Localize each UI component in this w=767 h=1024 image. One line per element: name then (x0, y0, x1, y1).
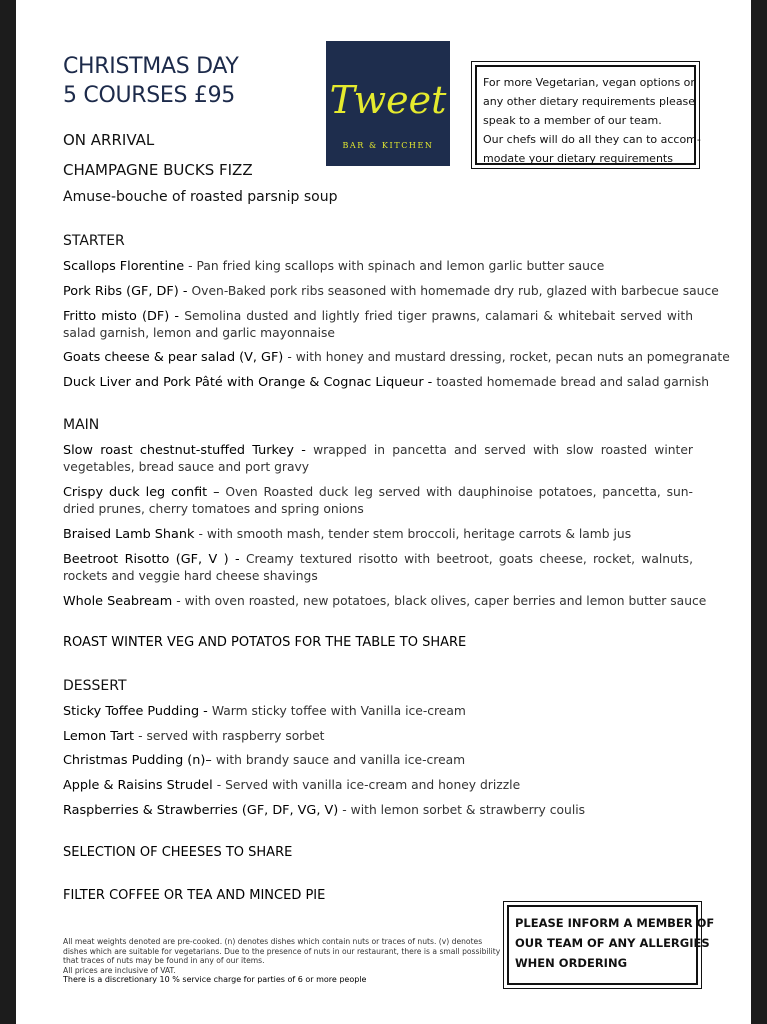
dish-desc: Warm sticky toffee with Vanilla ice-cream (211, 704, 466, 718)
dessert-item (63, 728, 693, 745)
title-line-2: 5 COURSES £95 (63, 83, 235, 108)
notice-line: Our chefs will do all they can to accom- (483, 133, 701, 146)
tweet-logo (326, 41, 450, 166)
cheese-course: SELECTION OF CHEESES TO SHARE (63, 845, 293, 860)
dish-desc: Oven Roasted duck leg served with dauphinoise potatoes, pancetta, sun-dried prunes, cherry tomatoes and spring onions (63, 485, 693, 516)
notice-line: For more Vegetarian, vegan options or (483, 76, 695, 89)
dish-name: Christmas Pudding (n)– (63, 753, 216, 768)
menu-title (63, 52, 239, 110)
dish-name: Scallops Florentine (63, 259, 189, 274)
dish-desc: wrapped in pancetta and served with slow roasted winter vegetables, bread sauce and port gravy (63, 443, 693, 474)
logo-word: Tweet (329, 78, 447, 122)
dish-name: Fritto misto (DF) - (63, 309, 185, 324)
main-item (63, 593, 707, 610)
dish-name: Pork Ribs (GF, DF) - (63, 284, 192, 299)
dish-desc: - Served with vanilla ice-cream and honey drizzle (216, 778, 521, 792)
dish-desc: toasted homemade bread and salad garnish (436, 375, 710, 389)
notice-line: any other dietary requirements please (483, 95, 696, 108)
notice-line: modate your dietary requirements (483, 152, 673, 165)
allergy-line: WHEN ORDERING (515, 956, 628, 970)
allergy-line: PLEASE INFORM A MEMBER OF (515, 916, 715, 930)
dish-name: Crispy duck leg confit – (63, 485, 226, 500)
dish-desc: - served with raspberry sorbet (138, 729, 325, 743)
dish-name: Braised Lamb Shank (63, 527, 199, 542)
dish-desc: - with honey and mustard dressing, rocket, pecan nuts an pomegranate (287, 350, 730, 364)
dietary-notice (471, 61, 700, 169)
dessert-item (63, 703, 693, 720)
dish-name: Lemon Tart (63, 729, 139, 744)
footnote-vat: All prices are inclusive of VAT. (63, 965, 176, 975)
starter-heading: STARTER (63, 233, 125, 249)
dish-name: Beetroot Risotto (GF, V ) - (63, 552, 246, 567)
main-heading: MAIN (63, 417, 100, 433)
dish-desc: - with oven roasted, new potatoes, black olives, caper berries and lemon butter sauce (176, 594, 707, 608)
main-item (63, 526, 693, 543)
dish-name: Apple & Raisins Strudel (63, 778, 217, 793)
dish-name: Raspberries & Strawberries (GF, DF, VG, V) (63, 803, 343, 818)
arrival-heading: ON ARRIVAL (63, 131, 155, 149)
dish-name: Duck Liver and Pork Pâté with Orange & Cognac Liqueur - (63, 375, 437, 390)
dish-desc: Oven-Baked pork ribs seasoned with homemade dry rub, glazed with barbecue sauce (191, 284, 719, 298)
menu-page (16, 0, 751, 1024)
starter-item (63, 283, 719, 300)
footnote (63, 937, 503, 985)
dish-desc: - Pan fried king scallops with spinach and lemon garlic butter sauce (188, 259, 605, 273)
notice-line: speak to a member of our team. (483, 114, 662, 127)
starter-item (63, 349, 730, 366)
main-item (63, 551, 693, 585)
arrival-drink: CHAMPAGNE BUCKS FIZZ (63, 161, 253, 179)
dessert-item (63, 777, 693, 794)
dish-name: Goats cheese & pear salad (V, GF) (63, 350, 288, 365)
allergy-notice (503, 901, 715, 989)
starter-item (63, 258, 693, 275)
dessert-heading: DESSERT (63, 678, 127, 694)
dessert-item (63, 802, 693, 819)
starter-item (63, 308, 693, 342)
dish-desc: - with lemon sorbet & strawberry coulis (342, 803, 586, 817)
allergy-line: OUR TEAM OF ANY ALLERGIES (515, 936, 710, 950)
starter-item (63, 374, 710, 391)
logo-tagline: BAR & KITCHEN (342, 141, 434, 150)
dish-desc: with brandy sauce and vanilla ice-cream (215, 753, 466, 767)
share-veg: ROAST WINTER VEG AND POTATOS FOR THE TABLE TO SHARE (63, 635, 467, 650)
footnote-service-charge: There is a discretionary 10 % service charge for parties of 6 or more people (63, 975, 367, 985)
dish-desc: - with smooth mash, tender stem broccoli, heritage carrots & lamb jus (198, 527, 632, 541)
coffee-course: FILTER COFFEE OR TEA AND MINCED PIE (63, 888, 326, 903)
dish-name: Sticky Toffee Pudding - (63, 704, 212, 719)
dessert-item (63, 752, 693, 769)
dish-name: Slow roast chestnut-stuffed Turkey - (63, 443, 314, 458)
title-line-1: CHRISTMAS DAY (63, 54, 239, 79)
main-item (63, 442, 693, 476)
footnote-text: All meat weights denoted are pre-cooked. (n) denotes dishes which contain nuts or traces of nuts. (v) denotes dishes which are suitable for vegetarians. Due to the presence of nuts in our restaurant, there is a small possibility that traces of nuts may be found in any of our items. (63, 937, 501, 966)
dish-name: Whole Seabream (63, 594, 177, 609)
main-item (63, 484, 693, 518)
amuse-bouche: Amuse-bouche of roasted parsnip soup (63, 189, 338, 205)
dish-desc: Semolina dusted and lightly fried tiger prawns, calamari & whitebait served with salad garnish, lemon and garlic mayonnaise (63, 309, 693, 340)
dish-desc: Creamy textured risotto with beetroot, goats cheese, rocket, walnuts, rockets and veggie hard cheese shavings (63, 552, 693, 583)
